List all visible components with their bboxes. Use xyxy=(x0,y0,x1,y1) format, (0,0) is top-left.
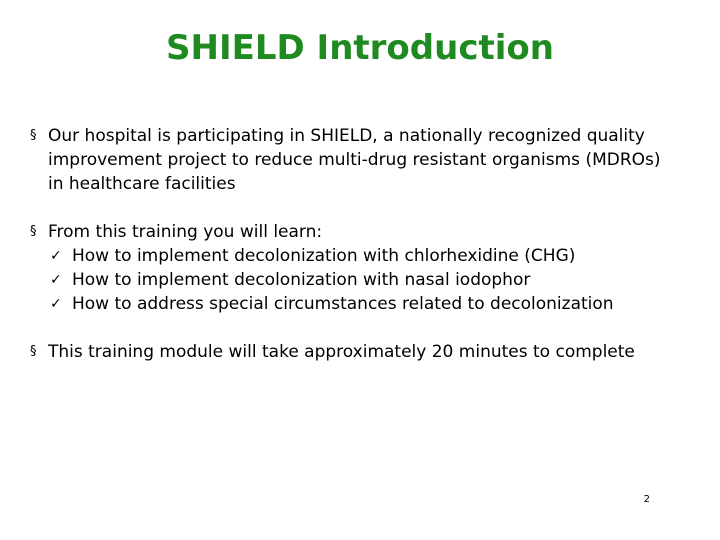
bullet-marker-icon: § xyxy=(30,224,37,239)
page-number: 2 xyxy=(643,494,650,505)
bullet-item xyxy=(30,124,680,196)
sub-bullet-text: How to implement decolonization with nasal iodophor xyxy=(72,270,531,290)
bullet-marker-icon: § xyxy=(30,128,37,143)
bullet-item xyxy=(30,220,680,316)
sub-bullet-text: How to implement decolonization with chlorhexidine (CHG) xyxy=(72,246,576,266)
sub-bullet-text: How to address special circumstances related to decolonization xyxy=(72,294,614,314)
bullet-item xyxy=(30,340,680,364)
bullet-text: From this training you will learn: xyxy=(48,222,323,242)
sub-bullet-item xyxy=(50,292,680,316)
checkmark-icon: ✓ xyxy=(50,296,62,312)
bullet-text: This training module will take approximately 20 minutes to complete xyxy=(48,342,635,362)
bullet-marker-icon: § xyxy=(30,344,37,359)
checkmark-icon: ✓ xyxy=(50,272,62,288)
slide-title: SHIELD Introduction xyxy=(166,28,554,68)
sub-bullet-item xyxy=(50,244,680,268)
bullet-text: Our hospital is participating in SHIELD, a nationally recognized quality improvement project to reduce multi-drug resistant organisms (MDROs) in healthcare facilities xyxy=(48,126,661,194)
sub-bullet-item xyxy=(50,268,680,292)
checkmark-icon: ✓ xyxy=(50,248,62,264)
